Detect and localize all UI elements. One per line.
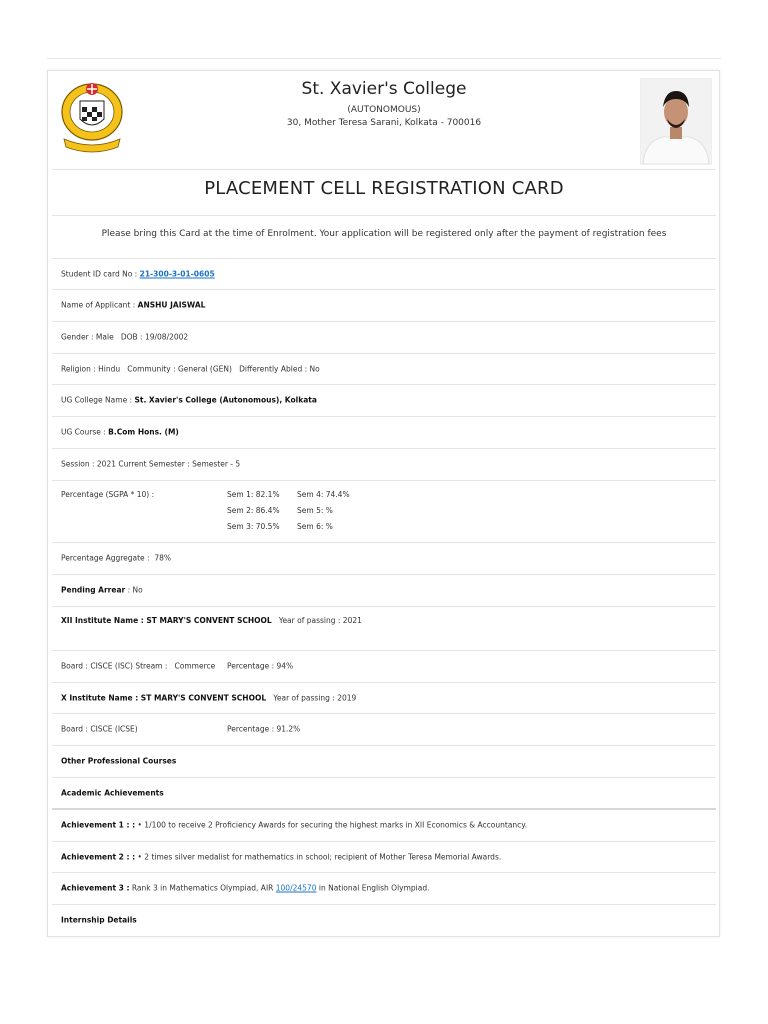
session-text: Session : 2021 Current Semester : Semester - 5 xyxy=(61,459,241,469)
achievement-3-pre: Rank 3 in Mathematics Olympiad, AIR xyxy=(131,883,274,893)
pending-arrear-row xyxy=(52,574,716,607)
aggregate-text: Percentage Aggregate : 78% xyxy=(61,553,172,563)
applicant-name-row xyxy=(52,289,716,322)
card-title: PLACEMENT CELL REGISTRATION CARD xyxy=(204,178,564,199)
student-id-row xyxy=(52,258,716,290)
ug-course-label: UG Course : xyxy=(61,427,106,437)
internship-row xyxy=(52,904,716,935)
xii-percentage: Percentage : 94% xyxy=(227,661,294,671)
x-board-row xyxy=(52,713,716,746)
student-id-link[interactable]: 21-300-3-01-0605 xyxy=(139,269,215,278)
card-title-row xyxy=(52,169,716,216)
x-passing: Year of passing : 2019 xyxy=(273,693,357,702)
religion-text: Religion : Hindu Community : General (GEN) Differently Abled : No xyxy=(61,364,320,373)
x-board-text: Board : CISCE (ICSE) xyxy=(61,724,138,734)
sem6-value: Sem 6: % xyxy=(297,522,333,531)
achievement-1-row xyxy=(52,809,716,842)
autonomous-label: (AUTONOMOUS) xyxy=(347,105,421,115)
other-courses-row xyxy=(52,745,716,778)
achievement-2-row xyxy=(52,841,716,873)
achievement-3-row xyxy=(52,872,716,905)
top-divider xyxy=(47,58,721,59)
student-id-label: Student ID card No : xyxy=(61,269,138,278)
college-address: 30, Mother Teresa Sarani, Kolkata - 700016 xyxy=(286,118,482,128)
applicant-photo xyxy=(640,78,712,165)
xii-passing: Year of passing : 2021 xyxy=(278,616,362,625)
other-courses-heading: Other Professional Courses xyxy=(61,756,177,766)
internship-heading: Internship Details xyxy=(61,915,137,924)
achievement-1-label: Achievement 1 : : xyxy=(61,820,136,830)
aggregate-row xyxy=(52,542,716,575)
achievement-2-text: • 2 times silver medalist for mathematics in school; recipient of Mother Teresa Memorial Awards. xyxy=(137,852,502,861)
sem3-value: Sem 3: 70.5% xyxy=(227,522,280,531)
registration-card xyxy=(47,70,720,937)
ug-college-row xyxy=(52,384,716,417)
x-percentage: Percentage : 91.2% xyxy=(227,724,301,734)
percentage-label: Percentage (SGPA * 10) : xyxy=(61,490,155,499)
ug-course-row xyxy=(52,416,716,449)
gender-dob-row xyxy=(52,321,716,354)
xii-board-row xyxy=(52,650,716,683)
academic-heading: Academic Achievements xyxy=(61,788,164,797)
gender-dob-text: Gender : Male DOB : 19/08/2002 xyxy=(61,332,189,342)
percentage-row xyxy=(52,480,716,543)
ug-college-value: St. Xavier's College (Autonomous), Kolkata xyxy=(134,395,317,405)
achievement-3-label: Achievement 3 : xyxy=(61,883,130,893)
pending-arrear-value: : No xyxy=(127,585,143,595)
card-header xyxy=(52,71,716,170)
xii-institute-label: XII Institute Name : ST MARY'S CONVENT SCHOOL xyxy=(61,616,272,625)
college-name: St. Xavier's College xyxy=(301,79,467,99)
x-institute-row xyxy=(52,682,716,714)
notice-text: Please bring this Card at the time of Enrolment. Your application will be registered only after the payment of registration fees xyxy=(101,229,667,239)
achievement-3-link[interactable]: 100/24570 xyxy=(275,883,317,893)
notice-row xyxy=(52,215,716,259)
x-institute-label: X Institute Name : ST MARY'S CONVENT SCHOOL xyxy=(61,693,267,702)
ug-course-value: B.Com Hons. (M) xyxy=(108,427,179,437)
sem1-value: Sem 1: 82.1% xyxy=(227,490,280,499)
sem4-value: Sem 4: 74.4% xyxy=(297,490,350,499)
xii-institute-row xyxy=(52,606,716,651)
xii-board-text: Board : CISCE (ISC) Stream : Commerce xyxy=(61,661,216,671)
achievement-2-label: Achievement 2 : : xyxy=(61,852,136,861)
religion-row xyxy=(52,353,716,385)
sem5-value: Sem 5: % xyxy=(297,506,333,515)
achievement-3-post: in National English Olympiad. xyxy=(318,883,430,893)
sem2-value: Sem 2: 86.4% xyxy=(227,506,280,515)
applicant-name-label: Name of Applicant : xyxy=(61,300,136,310)
applicant-name-value: ANSHU JAISWAL xyxy=(137,300,206,310)
academic-row xyxy=(52,777,716,810)
pending-arrear-label: Pending Arrear xyxy=(61,585,126,595)
achievement-1-text: • 1/100 to receive 2 Proficiency Awards for securing the highest marks in XII Economics & Accountancy. xyxy=(137,820,528,830)
ug-college-label: UG College Name : xyxy=(61,395,133,405)
session-row xyxy=(52,448,716,481)
